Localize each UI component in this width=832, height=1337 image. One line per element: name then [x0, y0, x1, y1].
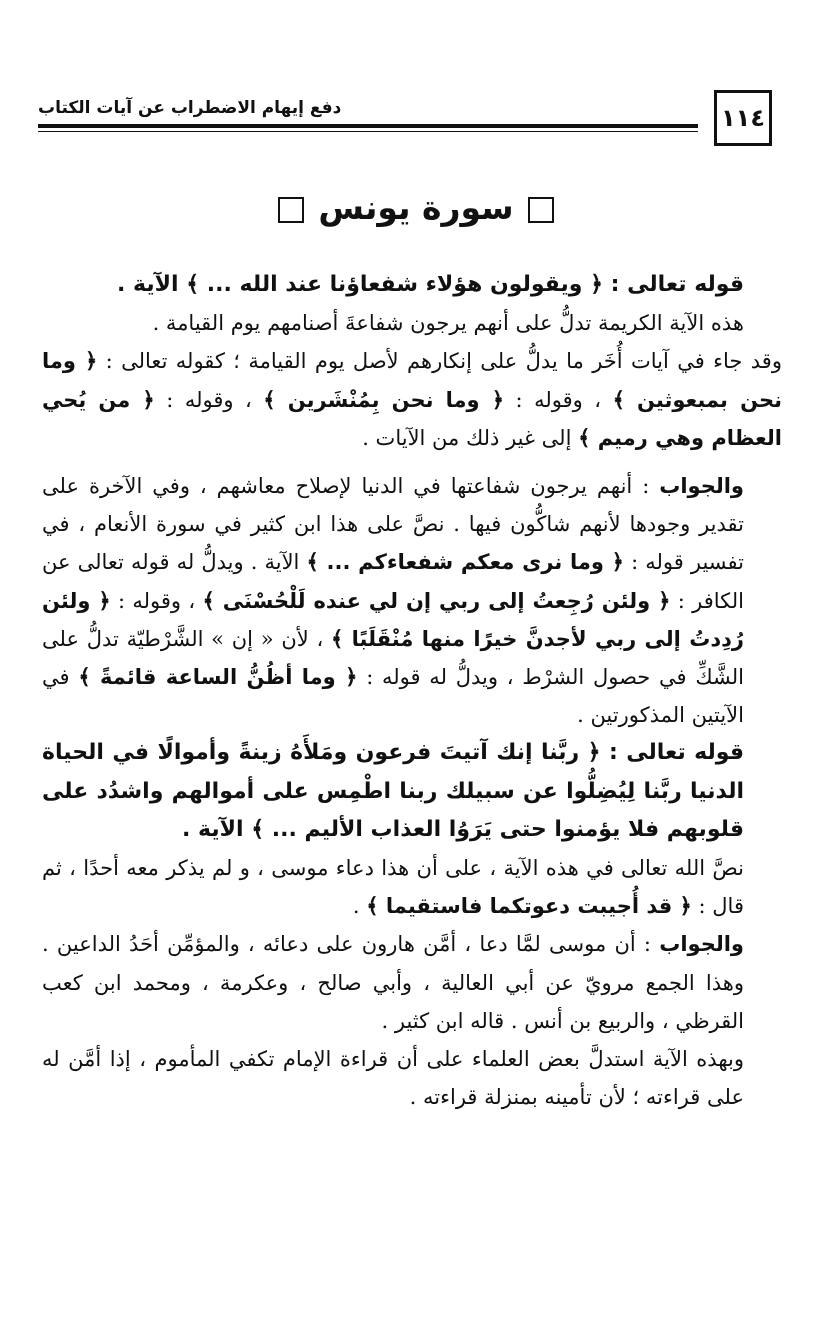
- inline-text: إلى غير ذلك من الآيات .: [362, 425, 572, 450]
- title-box-left: [278, 197, 304, 223]
- inline-text: .: [352, 894, 360, 919]
- quran-quote: ﴿ قد أُجيبت دعوتكما فاستقيما ﴾: [366, 894, 692, 919]
- quran-quote: ﴿ وما نحن بِمُنْشَرين ﴾: [263, 387, 505, 412]
- section-4-answer: [42, 925, 782, 1040]
- section-1-para-1: هذه الآية الكريمة تدلُّ على أنهم يرجون شفاعةَ أصنامهم يوم القيامة .: [152, 311, 744, 336]
- inline-text: ، وقوله :: [166, 387, 252, 412]
- page-number: ١١٤: [714, 90, 772, 146]
- quran-quote: ﴿ ولئن رُدِدتُ إلى ربي لأجدنَّ خيرًا منها مُنْقَلَبًا ﴾: [42, 588, 744, 651]
- section-1-para-2-text: وقد جاء في آيات أُخَر ما يدلُّ على إنكارهم لأصل يوم القيامة ؛ كقوله تعالى :: [105, 349, 782, 374]
- section-2-answer: [42, 467, 782, 734]
- inline-text: : أنهم يرجون شفاعتها في الدنيا لإصلاح معاشهم ، وفي الآخرة على تقدير وجودها لأنهم شاكُّون فيها . نصَّ على هذا ابن كثير في سورة الأنعام ، في تفسير قوله :: [42, 474, 744, 575]
- section-3-para: [42, 849, 782, 925]
- section-4-para-2: وبهذه الآية استدلَّ بعض العلماء على أن قراءة الإمام تكفي المأموم ، إذا أمَّن له على قراءته ؛ لأن تأمينه بمنزلة قراءته .: [42, 1047, 744, 1110]
- page-body: [42, 266, 782, 1116]
- page-header: [30, 88, 772, 152]
- inline-text: الآية . ويدلُّ له قوله تعالى عن الكافر :: [42, 550, 744, 613]
- surah-title-text: سورة يونس: [318, 188, 514, 227]
- quran-quote: ﴿ من يُحي العظام وهي رميم ﴾: [42, 387, 782, 450]
- inline-text: نصَّ الله تعالى في هذه الآية ، على أن هذا دعاء موسى ، و لم يذكر معه أحدًا ، ثم قال :: [42, 856, 744, 919]
- quran-quote: ﴿ وما أظُنُّ الساعة قائمةً ﴾: [78, 665, 358, 690]
- title-box-right: [528, 197, 554, 223]
- surah-title: [0, 188, 832, 227]
- quran-quote: ﴿ وما نرى معكم شفعاءكم ... ﴾: [306, 550, 624, 575]
- answer-label: والجواب: [659, 474, 744, 499]
- header-rule-thin: [38, 131, 698, 132]
- quran-quote: ﴿ ولئن رُجِعتُ إلى ربي إن لي عنده لَلْحُسْنَى ﴾: [202, 588, 671, 613]
- section-1-para-2: [42, 342, 782, 457]
- section-3-heading: قوله تعالى : ﴿ ربَّنا إنك آتيتَ فرعون ومَلأَهُ زينةً وأموالًا في الحياة الدنيا ربَّنا لِيُضِلُّوا عن سبيلك ربنا اطْمِس على أموالهم واشدُد على قلوبهم فلا يؤمنوا حتى يَرَوُا العذاب الأليم ... ﴾ الآية .: [42, 740, 744, 842]
- answer-label: والجواب: [659, 932, 744, 957]
- quran-quote: ﴿ وما نحن بمبعوثين ﴾: [42, 349, 782, 412]
- inline-text: ، وقوله :: [515, 387, 602, 412]
- spacer: [42, 457, 782, 467]
- header-rule-thick: [38, 124, 698, 128]
- inline-text: في الآيتين المذكورتين .: [42, 665, 744, 728]
- inline-text: ، وقوله :: [118, 588, 196, 613]
- section-1-heading: قوله تعالى : ﴿ ويقولون هؤلاء شفعاؤنا عند الله ... ﴾ الآية .: [117, 272, 744, 297]
- inline-text: ، لأن « إن » الشَّرْطيّة تدلُّ على الشَّكِّ في حصول الشرْط ، ويدلُّ له قوله :: [42, 626, 744, 690]
- running-title: دفع إيهام الاضطراب عن آيات الكتاب: [38, 98, 342, 118]
- inline-text: : أن موسى لمَّا دعا ، أمَّن هارون على دعائه ، والمؤمِّن أحَدُ الداعين . وهذا الجمع مرويّ عن أبي العالية ، وأبي صالح ، وعكرمة ، ومحمد ابن كعب القرظي ، والربيع بن أنس . قاله ابن كثير .: [42, 932, 744, 1033]
